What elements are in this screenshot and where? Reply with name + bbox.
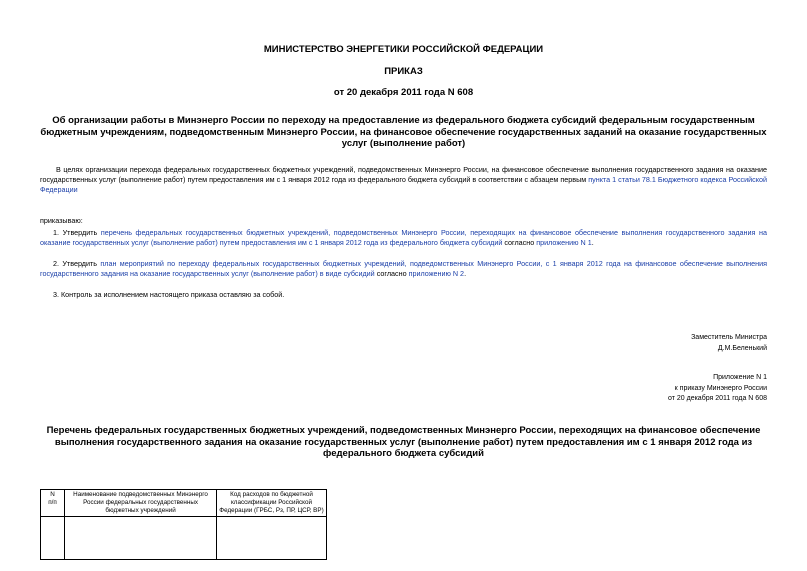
preamble-paragraph [40, 165, 767, 195]
budget-code-link[interactable]: пункта 1 статьи 78.1 Бюджетного кодекса Российской Федерации [40, 175, 768, 194]
institutions-table [40, 489, 327, 560]
order-item-1 [40, 228, 767, 248]
order-date: от 20 декабря 2011 года N 608 [333, 87, 474, 98]
item-2-suffix: . [464, 269, 467, 278]
order-word: приказываю: [40, 216, 83, 225]
table-header-row [41, 490, 327, 517]
signature-name: Д.М.Беленький [717, 345, 767, 352]
item-1-suffix: . [591, 238, 594, 247]
appendix-ref-line1: Приложение N 1 [713, 374, 767, 381]
item-2-middle: согласно [374, 269, 409, 278]
appendix-ref-line2: к приказу Минэнерго России [674, 385, 767, 392]
order-title: Об организации работы в Минэнерго России по переходу на предоставление из федерального бюджета субсидий федеральным государственным бюджетным учреждениям, подведомственным Минэнерго России, на финансовое обеспечение государственных заданий на оказание государственных услуг (выполнение работ) [40, 115, 767, 149]
column-header-code: Код расходов по бюджетной классификации Российской Федерации (ГРБС, Рз, ПР, ЦСР, ВР) [216, 490, 326, 517]
signature-position: Заместитель Министра [691, 334, 767, 341]
column-header-name: Наименование подведомственных Минэнерго России федеральных государственных бюджетных учреждений [65, 490, 217, 517]
appendix-2-link[interactable]: приложению N 2 [408, 269, 465, 278]
item-1-middle: согласно [502, 238, 537, 247]
order-item-3: 3. Контроль за исполнением настоящего приказа оставляю за собой. [53, 290, 285, 299]
item-2-plan-link[interactable]: план мероприятий по переходу федеральных государственных бюджетных учреждений, подведомственных Минэнерго России, с 1 января 2012 года на финансовое обеспечение выполнения государственного задания на оказание государственных услуг (выполнение работ) в виде субсидий [40, 259, 767, 278]
item-1-prefix: 1. Утвердить [53, 228, 101, 237]
column-header-number: N п/п [41, 490, 65, 517]
table-row [41, 517, 327, 560]
preamble-text: В целях организации перехода федеральных государственных бюджетных учреждений, подведомственных Минэнерго России, на финансовое обеспечение выполнения государственного задания на оказание государственных услуг (выполнение работ) путем предоставления им с 1 января 2012 года из федерального бюджета субсидий в соответствии с абзацем первым [40, 165, 767, 184]
ministry-heading: МИНИСТЕРСТВО ЭНЕРГЕТИКИ РОССИЙСКОЙ ФЕДЕРАЦИИ [263, 44, 544, 55]
appendix-1-link[interactable]: приложению N 1 [536, 238, 592, 247]
item-2-prefix: 2. Утвердить [53, 259, 101, 268]
order-type-heading: ПРИКАЗ [384, 66, 423, 77]
order-item-2 [40, 259, 767, 279]
appendix-title: Перечень федеральных государственных бюджетных учреждений, подведомственных Минэнерго России, переходящих на финансовое обеспечение выполнения государственного задания на оказание государственных услуг (выполнение работ) путем предоставления им с 1 января 2012 года из федерального бюджета субсидий [46, 425, 761, 459]
item-1-list-link[interactable]: перечень федеральных государственных бюджетных учреждений, подведомственных Минэнерго России, переходящих на финансовое обеспечение выполнения государственного задания на оказание государственных услуг (выполнение работ) путем предоставления им с 1 января 2012 года из федерального бюджета субсидий [40, 228, 767, 247]
appendix-ref-line3: от 20 декабря 2011 года N 608 [667, 395, 767, 402]
